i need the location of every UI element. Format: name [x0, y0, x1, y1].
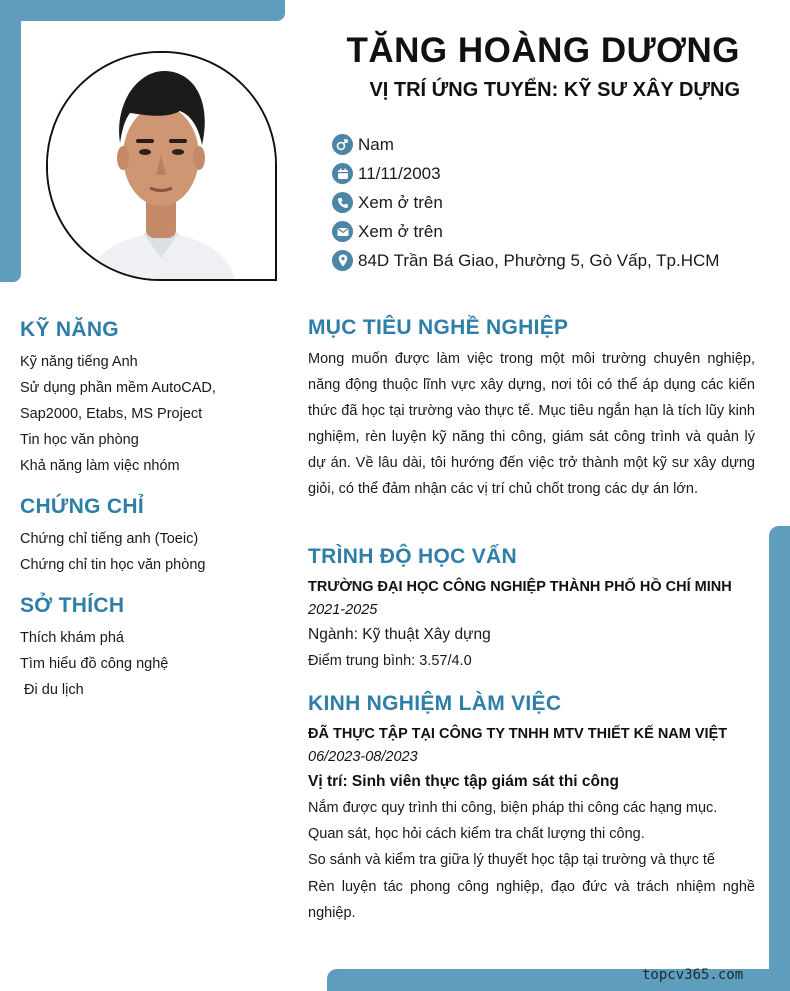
phone-text: Xem ở trên: [358, 192, 443, 212]
top-accent-bar: [0, 0, 285, 21]
profile-photo: [46, 51, 277, 281]
right-accent-bar: [769, 526, 790, 991]
objective-text: Mong muốn được làm việc trong một môi trường chuyên nghiệp, năng động thuộc lĩnh vực xây dựng, nơi tôi có thể áp dụng các kiến thức đã học tại trường vào thực tế. Mục tiêu ngắn hạn là tích lũy kinh nghiệm, rèn luyện kỹ năng thi công, giám sát công trình và quản lý dự án. Về lâu dài, tôi hướng đến việc trở thành một kỹ sư xây dựng giỏi, có thể đảm nhận các vị trí chủ chốt trong các dự án lớn.: [308, 351, 755, 497]
experience-duty: So sánh và kiểm tra giữa lý thuyết học tập tại trường và thực tế: [308, 852, 715, 868]
calendar-icon: [332, 163, 353, 184]
skill-item: Sap2000, Etabs, MS Project: [20, 406, 203, 422]
location-icon: [332, 250, 353, 271]
contact-info: [332, 130, 719, 275]
experience-period: 06/2023-08/2023: [308, 749, 418, 765]
skill-item: Khả năng làm việc nhóm: [20, 458, 180, 474]
email-text: Xem ở trên: [358, 221, 443, 241]
hobbies-heading: SỞ THÍCH: [20, 594, 125, 617]
contact-email: [332, 217, 719, 246]
education-heading: TRÌNH ĐỘ HỌC VẤN: [308, 545, 517, 568]
school-name: TRƯỜNG ĐẠI HỌC CÔNG NGHIỆP THÀNH PHỐ HỒ CHÍ MINH: [308, 579, 732, 595]
experience-company: ĐÃ THỰC TẬP TẠI CÔNG TY TNHH MTV THIẾT KẾ NAM VIỆT: [308, 726, 728, 742]
education-gpa: Điểm trung bình: 3.57/4.0: [308, 653, 472, 669]
experience-role: Vị trí: Sinh viên thực tập giám sát thi công: [308, 773, 619, 790]
experience-duty: Quan sát, học hỏi cách kiểm tra chất lượng thi công.: [308, 826, 645, 842]
objective-heading: MỤC TIÊU NGHỀ NGHIỆP: [308, 316, 569, 339]
gender-icon: [332, 134, 353, 155]
applied-position: VỊ TRÍ ỨNG TUYỂN: KỸ SƯ XÂY DỰNG: [369, 79, 740, 101]
left-accent-bar: [0, 0, 21, 282]
education-years: 2021-2025: [308, 602, 378, 618]
candidate-name: TĂNG HOÀNG DƯƠNG: [346, 31, 740, 70]
experience-heading: KINH NGHIỆM LÀM VIỆC: [308, 692, 562, 715]
hobby-item: Đi du lịch: [20, 682, 84, 698]
experience-duty: Nắm được quy trình thi công, biện pháp thi công các hạng mục.: [308, 800, 718, 816]
certificate-item: Chứng chỉ tin học văn phòng: [20, 557, 206, 573]
contact-gender: [332, 130, 719, 159]
gender-text: Nam: [358, 134, 394, 154]
experience-duty: Rèn luyện tác phong công nghiệp, đạo đức và trách nhiệm nghề nghiệp.: [308, 879, 755, 921]
watermark-text: topcv365.com: [642, 967, 744, 983]
hobby-item: Thích khám phá: [20, 630, 124, 646]
certificates-heading: CHỨNG CHỈ: [20, 495, 144, 518]
contact-birthday: [332, 159, 719, 188]
birthday-text: 11/11/2003: [358, 163, 441, 183]
contact-address: [332, 246, 719, 275]
phone-icon: [332, 192, 353, 213]
hobby-item: Tìm hiểu đồ công nghệ: [20, 656, 169, 672]
education-major: Ngành: Kỹ thuật Xây dựng: [308, 626, 491, 643]
contact-phone: [332, 188, 719, 217]
skill-item: Kỹ năng tiếng Anh: [20, 354, 138, 370]
certificate-item: Chứng chỉ tiếng anh (Toeic): [20, 531, 199, 547]
skill-item: Tin học văn phòng: [20, 432, 139, 448]
skill-item: Sử dụng phần mềm AutoCAD,: [20, 380, 216, 396]
skills-heading: KỸ NĂNG: [20, 318, 119, 341]
address-text: 84D Trần Bá Giao, Phường 5, Gò Vấp, Tp.HCM: [358, 250, 720, 270]
email-icon: [332, 221, 353, 242]
